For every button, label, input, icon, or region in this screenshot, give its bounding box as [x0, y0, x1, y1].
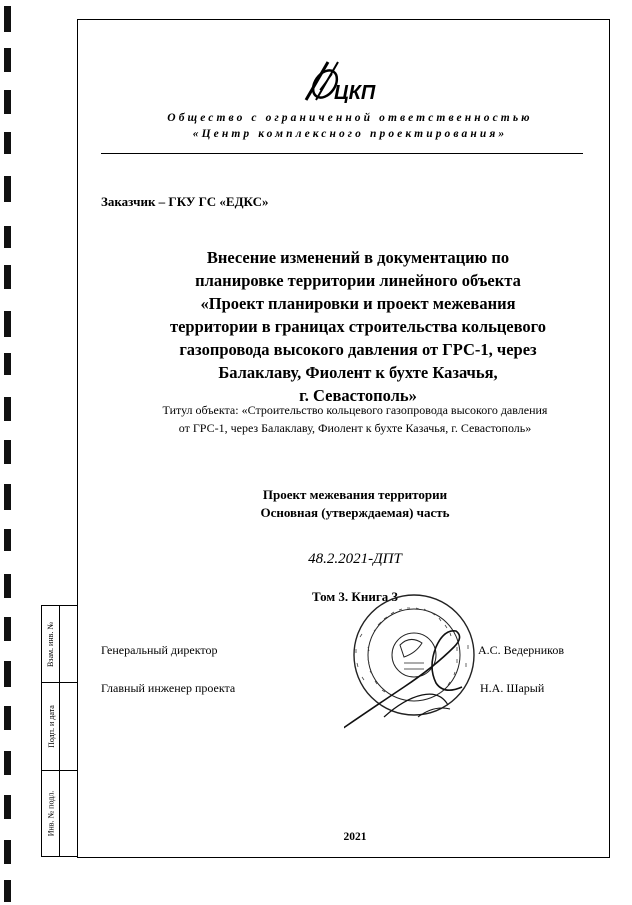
svg-text:ЦКП: ЦКП: [334, 82, 376, 104]
object-title: Титул объекта: «Строительство кольцевого газопровода высокого давления от ГРС-1, через Балаклаву, Фиолент к бухте Казачья, г. Севастополь»: [162, 403, 548, 435]
signer-name-director: А.С. Ведерников: [478, 643, 565, 657]
company-seal-icon: [344, 587, 484, 737]
document-code: 48.2.2021-ДПТ: [308, 551, 402, 567]
side-label-inventory: Инв. № подл.: [46, 790, 56, 836]
volume-label: Том 3. Книга 3: [311, 589, 398, 604]
org-name-line1: Общество с ограниченной ответственностью: [167, 112, 533, 124]
header-divider: [101, 153, 583, 154]
signer-role-chief-engineer: Главный инженер проекта: [101, 681, 236, 695]
document-year: 2021: [343, 831, 367, 843]
org-name-line2: «Центр комплексного проектирования»: [192, 128, 508, 140]
signer-role-director: Генеральный директор: [101, 643, 218, 657]
customer-line: Заказчик – ГКУ ГС «ЕДКС»: [101, 194, 269, 209]
company-logo-icon: [298, 60, 378, 106]
signer-name-chief-engineer: Н.А. Шарый: [480, 681, 545, 695]
section-title: Проект межевания территории Основная (утверждаемая) часть: [260, 487, 450, 520]
side-label-replacement: Взам. инв. №: [46, 621, 56, 667]
side-stamp-table: [41, 605, 78, 857]
document-title: Внесение изменений в документацию по планировке территории линейного объекта «Проект планировки и проект межевания территории в границах строительства кольцевого газопровода высокого давления от ГРС-1, через Балаклаву, Фиолент к бухте Казачья, г. Севастополь»: [169, 248, 547, 405]
side-label-signature-date: Подп. и дата: [46, 704, 56, 748]
